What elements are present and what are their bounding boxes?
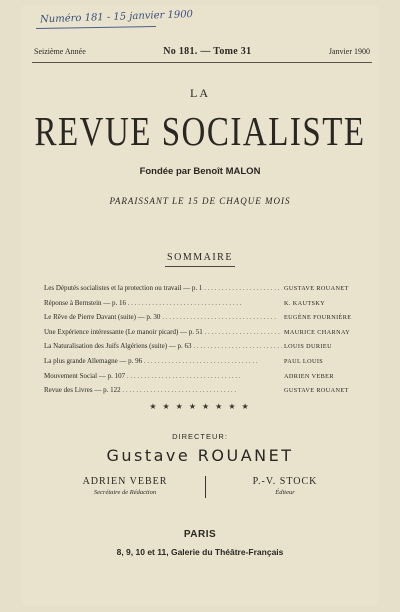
issue-info-row <box>34 44 370 58</box>
director-name: Gustave ROUANET <box>106 446 294 465</box>
toc-entry-title: Les Députés socialistes et la protection ou travail — p. 1 . . . <box>44 284 282 292</box>
toc-entry-title: Le Rêve de Pierre Davant (suite) — p. 30 . . . <box>44 313 282 321</box>
toc-entry-author: GUSTAVE ROUANET <box>284 285 349 292</box>
toc-entry <box>44 328 362 343</box>
table-of-contents <box>44 284 362 401</box>
header-rule <box>32 62 372 63</box>
issue-number: No 181. — Tome 31 <box>163 45 252 57</box>
masthead-article: LA <box>190 86 210 100</box>
toc-entry-title: Une Expérience intéressante (Le manoir picard) — p. 51 . . . <box>44 328 282 336</box>
toc-entry <box>44 342 362 357</box>
editor-role: Secrétaire de Rédaction <box>93 489 157 496</box>
star-ornament: ★ ★ ★ ★ ★ ★ ★ ★ <box>149 402 251 411</box>
toc-entry <box>44 313 362 328</box>
issue-date: Janvier 1900 <box>328 46 370 56</box>
toc-entry <box>44 284 362 299</box>
toc-entry <box>44 386 362 401</box>
sommaire-heading: SOMMAIRE <box>167 252 233 263</box>
toc-entry-author: GUSTAVE ROUANET <box>284 387 349 395</box>
editor-separator <box>205 476 206 498</box>
toc-entry-title: Réponse à Bernstein — p. 16 . . . <box>44 299 282 307</box>
toc-entry-title: La plus grande Allemagne — p. 96 . . . <box>44 357 282 365</box>
toc-entry-title: La Naturalisation des Juifs Algériens (suite) — p. 63 . . . <box>44 342 282 350</box>
editor-name: ADRIEN VEBER <box>82 476 168 487</box>
toc-entry-author: EUGÈNE FOURNIÈRE <box>284 314 352 322</box>
toc-entry-author: LOUIS DURIEU <box>284 343 332 351</box>
toc-entry-title: Revue des Livres — p. 122 . . . <box>44 386 282 394</box>
issue-year: Seizième Année <box>34 46 86 56</box>
editor-publisher <box>220 476 350 496</box>
editor-role: Éditeur <box>275 489 295 496</box>
publisher-address: 8, 9, 10 et 11, Galerie du Théâtre-Français <box>116 547 284 557</box>
toc-entry <box>44 357 362 372</box>
toc-entry <box>44 299 362 314</box>
director-label: DIRECTEUR: <box>172 432 228 441</box>
toc-entry-title: Mouvement Social — p. 107 . . . <box>44 372 282 380</box>
frequency-line: PARAISSANT LE 15 DE CHAQUE MOIS <box>109 196 291 206</box>
publisher-city: PARIS <box>183 529 217 540</box>
toc-entry-author: PAUL LOUIS <box>284 357 324 365</box>
editor-secretary <box>60 476 190 496</box>
editors-block <box>60 476 350 516</box>
founder-line: Fondée par Benoît MALON <box>139 166 261 177</box>
editor-name: P.-V. STOCK <box>252 476 318 487</box>
toc-entry-author: ADRIEN VEBER <box>284 372 334 380</box>
sommaire-rule <box>165 266 235 267</box>
toc-entry-author: MAURICE CHARNAY <box>284 328 351 336</box>
toc-entry <box>44 372 362 387</box>
handwritten-annotation: Numéro 181 - 15 janvier 1900 <box>39 9 194 26</box>
toc-entry-author: K. KAUTSKY <box>284 299 326 307</box>
masthead-title: REVUE SOCIALISTE <box>34 110 366 155</box>
